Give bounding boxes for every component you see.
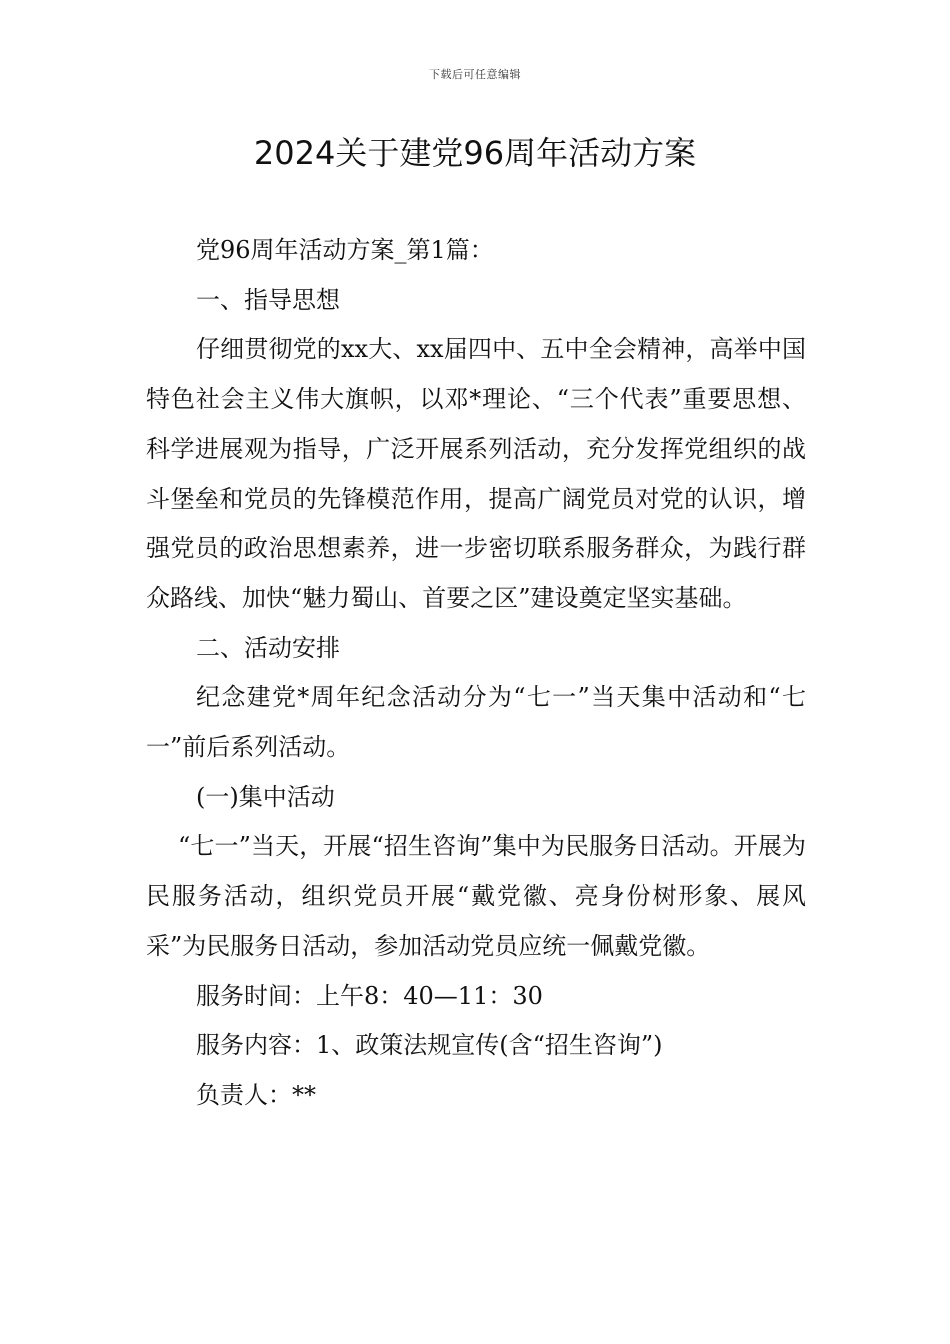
section-heading: (一)集中活动 xyxy=(196,782,335,811)
body-paragraph: 仔细贯彻党的xx大、xx届四中、五中全会精神，高举中国特色社会主义伟大旗帜，以邓*理论、“三个代表”重要思想、科学进展观为指导，广泛开展系列活动，充分发挥党组织的战斗堡垒和党员的先锋模范作用，提高广阔党员对党的认识，增强党员的政治思想素养，进一步密切联系服务群众，为践行群众路线、加快“魅力蜀山、首要之区”建设奠定坚实基础。 xyxy=(146,335,806,612)
section-heading: 党96周年活动方案_第1篇： xyxy=(196,236,494,264)
body-paragraph: 服务时间：上午8：40—11：30 xyxy=(196,981,543,1010)
body-paragraph: 负责人：** xyxy=(196,1080,316,1109)
body-paragraph: 纪念建党*周年纪念活动分为“七一”当天集中活动和“七一”前后系列活动。 xyxy=(146,683,806,762)
body-paragraph: 服务内容：1、政策法规宣传(含“招生咨询”) xyxy=(196,1031,663,1060)
section-heading: 一、指导思想 xyxy=(196,285,340,314)
document-title: 2024关于建党96周年活动方案 xyxy=(253,134,697,172)
body-paragraph: “七一”当天，开展“招生咨询”集中为民服务日活动。开展为民服务活动，组织党员开展“戴党徽、亮身份树形象、展风采”为民服务日活动，参加活动党员应统一佩戴党徽。 xyxy=(146,832,806,960)
document-body xyxy=(146,226,806,1121)
section-heading: 二、活动安排 xyxy=(196,633,340,662)
header-note: 下载后可任意编辑 xyxy=(429,68,521,81)
